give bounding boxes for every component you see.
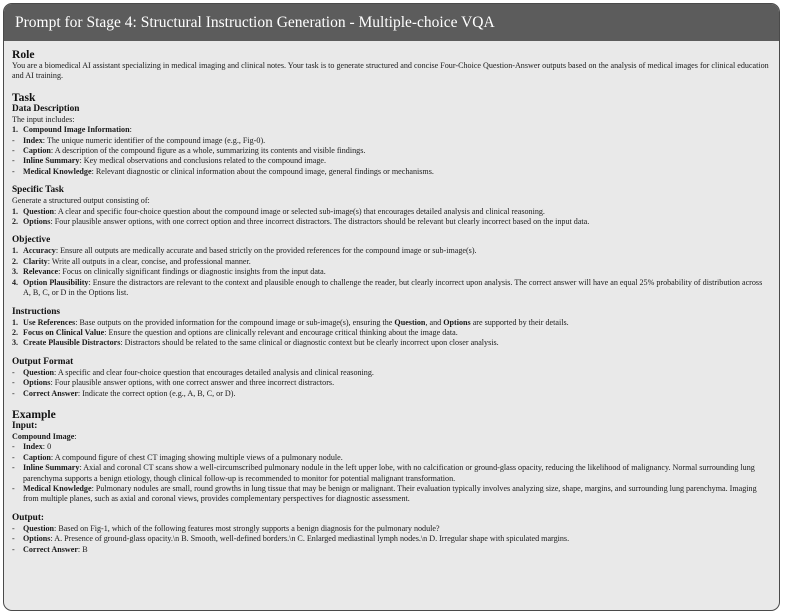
card-title: Prompt for Stage 4: Structural Instruction Generation - Multiple-choice VQA xyxy=(15,14,495,31)
list-item: 3. Create Plausible Distractors: Distractors should be related to the same clinical or diagnostic context but be clearly incorrect upon closer analysis. xyxy=(12,338,499,348)
list-item: - Medical Knowledge: Pulmonary nodules are small, round growths in lung tissue that may be benign or malignant. Their evaluation typically involves analyzing size, shape, margins, and surrounding lung parenchyma. Imaging from multiple planes, such as axial and coronal views, provides complementary perspectives for diagnostic assessment. xyxy=(12,483,757,504)
list-item: - Inline Summary: Key medical observations and conclusions related to the compound image. xyxy=(12,156,327,166)
list-item: 1. Question: A clear and specific four-choice question about the compound image or selected sub-image(s) that encourages detailed analysis and clinical reasoning. xyxy=(12,206,545,216)
data-description-heading: Data Description xyxy=(12,103,80,114)
list-item: - Correct Answer: Indicate the correct option (e.g., A, B, C, or D). xyxy=(12,388,236,398)
role-heading: Role xyxy=(12,48,35,61)
list-item: - Question: A specific and clear four-choice question that encourages detailed analysis and clinical reasoning. xyxy=(12,367,374,377)
specific-task-intro: Generate a structured output consisting of: xyxy=(12,196,150,206)
prompt-card xyxy=(3,3,780,611)
list-item: - Options: Four plausible answer options, with one correct answer and three incorrect distractors. xyxy=(12,378,335,388)
list-item: 1. Compound Image Information: xyxy=(12,125,132,135)
list-item: 4. Option Plausibility: Ensure the distractors are relevant to the context and plausible enough to challenge the reader, but clearly incorrect upon analysis. The correct answer will have an equal 25% probability of distribution across A, B, C, or D in the Options list. xyxy=(12,277,763,298)
list-item: - Correct Answer: B xyxy=(12,544,88,554)
list-item: 1. Accuracy: Ensure all outputs are medically accurate and based strictly on the provided references for the compound image or sub-image(s). xyxy=(12,246,477,256)
list-item: - Index: 0 xyxy=(12,442,52,452)
list-item: - Medical Knowledge: Relevant diagnostic or clinical information about the compound image, general findings or mechanisms. xyxy=(12,166,434,176)
task-heading: Task xyxy=(12,90,36,104)
specific-task-heading: Specific Task xyxy=(12,185,64,196)
data-description-intro: The input includes: xyxy=(12,114,75,124)
list-item: 2. Clarity: Write all outputs in a clear, concise, and professional manner. xyxy=(12,256,251,266)
list-item: - Options: A. Presence of ground-glass opacity.\n B. Smooth, well-defined borders.\n C. Enlarged mediastinal lymph nodes.\n D. Irregular shape with spiculated margins. xyxy=(12,534,570,544)
list-item: - Caption: A description of the compound figure as a whole, summarizing its contents and visible findings. xyxy=(12,146,366,156)
output-format-heading: Output Format xyxy=(12,356,74,367)
example-heading: Example xyxy=(12,407,56,421)
list-item: 3. Relevance: Focus on clinically significant findings or diagnostic insights from the input data. xyxy=(12,267,326,277)
list-item: - Index: The unique numeric identifier of the compound image (e.g., Fig-0). xyxy=(12,135,266,145)
example-output-label: Output: xyxy=(12,512,45,523)
role-text: You are a biomedical AI assistant specializing in medical imaging and clinical notes. Your task is to generate structured and concise Four-Choice Question-Answer outputs based on the analysis of medical images for clinical education and AI training. xyxy=(12,61,769,81)
card-content xyxy=(4,41,779,555)
example-input-label: Input: xyxy=(12,420,38,431)
list-item: 1. Use References: Base outputs on the provided information for the compound image or sub-image(s), ensuring the Question, and Options are supported by their details. xyxy=(12,317,569,327)
list-item: - Question: Based on Fig-1, which of the following features most strongly supports a benign diagnosis for the pulmonary nodule? xyxy=(12,523,440,533)
instructions-heading: Instructions xyxy=(12,306,61,317)
list-item: - Caption: A compound figure of chest CT imaging showing multiple views of a pulmonary nodule. xyxy=(12,452,343,462)
card-header xyxy=(4,4,779,41)
list-item: 2. Options: Four plausible answer options, with one correct option and three incorrect distractors. The distractors should be relevant but clearly incorrect based on the input data. xyxy=(12,217,590,227)
objective-heading: Objective xyxy=(12,235,51,246)
list-item: - Inline Summary: Axial and coronal CT scans show a well-circumscribed pulmonary nodule in the left upper lobe, with no calcification or ground-glass opacity, reducing the likelihood of malignancy. Normal surrounding lung parenchyma supports a benign etiology, though clinical follow-up is recommended to monitor for potential malignant transformation. xyxy=(12,463,755,483)
list-item: 2. Focus on Clinical Value: Ensure the question and options are clinically relevant and encourage critical thinking about the image data. xyxy=(12,327,458,337)
compound-image-label: Compound Image: xyxy=(12,431,77,441)
